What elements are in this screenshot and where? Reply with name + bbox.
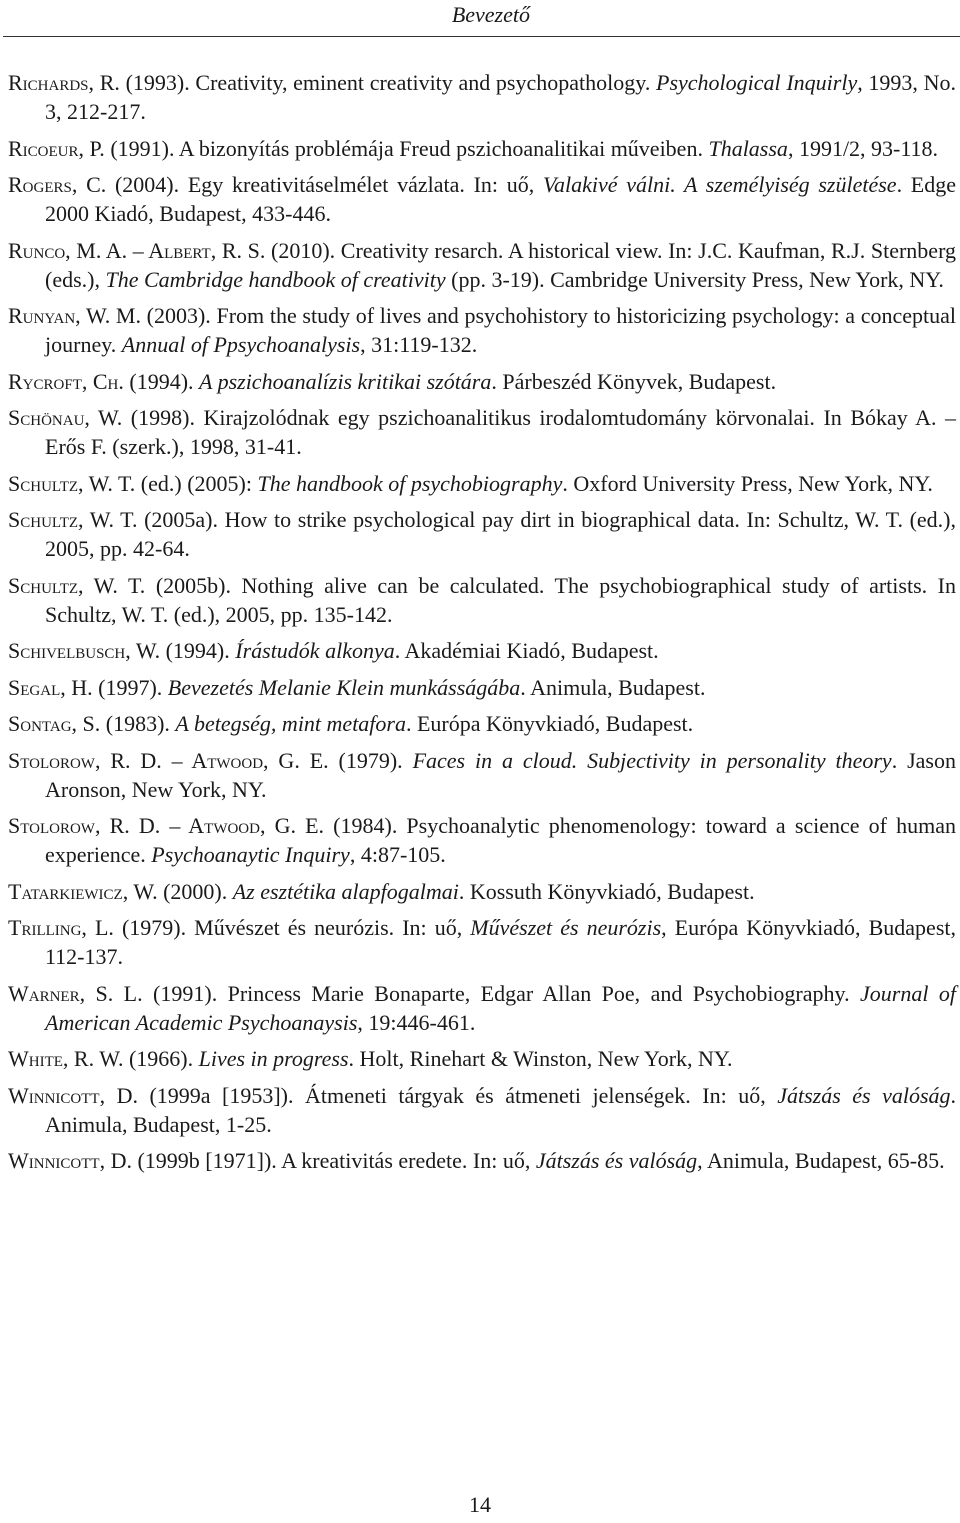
reference-text: , 1991/2, 93-118. bbox=[787, 135, 939, 161]
reference-text: , 1993, No. 3, 212-217. bbox=[45, 70, 956, 124]
reference-author: Sontag, S. bbox=[8, 711, 101, 736]
reference-title-italic: Játszás és valóság bbox=[535, 1148, 698, 1173]
reference-title-italic: Lives in progress bbox=[198, 1046, 349, 1071]
running-title: Bevezető bbox=[451, 2, 530, 27]
reference-entry bbox=[8, 68, 956, 126]
reference-text: (1999b [1971]). A kreativitás eredete. In: uő, bbox=[131, 1148, 536, 1173]
reference-text: (1999a [1953]). Átmeneti tárgyak és átmeneti jelenségek. In: uő, bbox=[137, 1082, 778, 1108]
reference-author: Runyan, W. M. bbox=[8, 303, 141, 328]
reference-text: . Holt, Rinehart & Winston, New York, NY. bbox=[348, 1046, 733, 1071]
page-number: 14 bbox=[469, 1492, 491, 1517]
reference-text: (2010). Creativity resarch. A historical view. In: J.C. Kaufman, R.J. Sternberg (eds.), bbox=[45, 237, 956, 292]
reference-text: (2004). Egy kreativitáselmélet vázlata. In: uő, bbox=[106, 172, 543, 197]
reference-text: (1966). bbox=[123, 1046, 199, 1071]
reference-author: Schultz, W. T. bbox=[8, 572, 146, 598]
reference-text: , Európa Könyvkiadó, Budapest, 112-137. bbox=[45, 915, 956, 969]
reference-text: . Párbeszéd Könyvek, Budapest. bbox=[491, 368, 777, 394]
reference-author: Richards, R. bbox=[8, 70, 120, 95]
reference-title-italic: Művészet és neurózis bbox=[470, 915, 662, 940]
reference-entry bbox=[8, 673, 956, 702]
reference-text: (1994). bbox=[160, 638, 236, 663]
reference-entry bbox=[8, 134, 956, 163]
reference-entry bbox=[8, 571, 956, 629]
reference-author: Schönau, W. bbox=[8, 405, 123, 430]
reference-text: . Oxford University Press, New York, NY. bbox=[562, 470, 933, 496]
reference-author: Runco, M. A. – Albert, R. S. bbox=[8, 237, 266, 263]
reference-entry bbox=[8, 811, 956, 869]
reference-text: (1998). Kirajzolódnak egy pszichoanalitikus irodalomtudomány körvonalai. In Bókay A. – Erős F. (szerk.), 1998, 31-41. bbox=[45, 405, 956, 459]
reference-author: Rogers, C. bbox=[8, 172, 107, 197]
reference-entry bbox=[8, 746, 956, 804]
reference-entry bbox=[8, 1146, 956, 1175]
reference-entry bbox=[8, 301, 956, 359]
reference-title-italic: Thalassa bbox=[708, 135, 788, 161]
reference-author: Stolorow, R. D. – Atwood, G. E. bbox=[8, 747, 329, 773]
reference-author: Rycroft, Ch. bbox=[8, 368, 124, 394]
reference-title-italic: A pszichoanalízis kritikai szótára bbox=[199, 368, 492, 394]
reference-author: Ricoeur, P. bbox=[8, 135, 105, 161]
reference-title-italic: Journal of American Academic Psychoanaysis bbox=[45, 980, 956, 1035]
reference-text: (1994). bbox=[123, 368, 200, 394]
reference-title-italic: A betegség, mint metafora bbox=[175, 711, 406, 736]
reference-author: Stolorow, R. D. – Atwood, G. E. bbox=[8, 813, 325, 838]
reference-entry bbox=[8, 505, 956, 563]
reference-entry bbox=[8, 367, 956, 396]
reference-title-italic: Psychological Inquirly bbox=[656, 70, 858, 95]
reference-title-italic: Játszás és valóság bbox=[777, 1082, 951, 1108]
reference-text: . Európa Könyvkiadó, Budapest. bbox=[405, 711, 694, 736]
reference-author: Trilling, L. bbox=[8, 915, 114, 940]
reference-text: (1979). Művészet és neurózis. In: uő, bbox=[113, 915, 471, 940]
reference-text: , 31:119-132. bbox=[360, 332, 478, 357]
reference-text: (1984). Psychoanalytic phenomenology: toward a science of human experience. bbox=[45, 813, 956, 867]
reference-author: Schultz, W. T. bbox=[8, 470, 136, 496]
header-rule bbox=[3, 36, 960, 37]
reference-entry bbox=[8, 403, 956, 461]
reference-title-italic: Faces in a cloud. Subjectivity in personality theory bbox=[412, 747, 892, 773]
reference-text: (pp. 3-19). Cambridge University Press, New York, NY. bbox=[445, 266, 944, 292]
reference-text: . Jason Aronson, New York, NY. bbox=[45, 747, 956, 802]
reference-author: Winnicott, D. bbox=[8, 1082, 138, 1108]
reference-title-italic: The handbook of psychobiography bbox=[257, 470, 563, 496]
reference-author: Segal, H. bbox=[8, 674, 93, 700]
reference-list bbox=[8, 68, 956, 1183]
running-header bbox=[0, 0, 960, 30]
reference-title-italic: Írástudók alkonya bbox=[235, 638, 395, 663]
reference-text: (2005b). Nothing alive can be calculated. The psychobiographical study of artists. In Schultz, W. T. (ed.), 2005, pp. 135-142. bbox=[45, 572, 956, 627]
reference-text: , 4:87-105. bbox=[349, 842, 446, 867]
reference-title-italic: Valakivé válni. A személyiség születése bbox=[542, 172, 897, 197]
reference-title-italic: Bevezetés Melanie Klein munkásságába bbox=[167, 674, 521, 700]
reference-text: . Animula, Budapest. bbox=[520, 674, 706, 700]
reference-entry bbox=[8, 469, 956, 498]
reference-text: (1991). A bizonyítás problémája Freud pszichoanalitikai műveiben. bbox=[104, 135, 709, 161]
reference-author: Schivelbusch, W. bbox=[8, 638, 161, 663]
reference-text: . Kossuth Könyvkiadó, Budapest. bbox=[458, 878, 755, 904]
reference-text: (2003). From the study of lives and psychohistory to historicizing psychology: a conceptual journey. bbox=[45, 303, 956, 357]
reference-text: (2005a). How to strike psychological pay dirt in biographical data. In: Schultz, W. T. (ed.), 2005, pp. 42-64. bbox=[45, 507, 956, 561]
reference-title-italic: Annual of Ppsychoanalysis bbox=[121, 332, 361, 357]
reference-text: . Animula, Budapest, 1-25. bbox=[45, 1082, 957, 1137]
reference-title-italic: Psychoanaytic Inquiry bbox=[151, 842, 350, 867]
reference-text: (2000). bbox=[157, 878, 233, 904]
reference-text: (1991). Princess Marie Bonaparte, Edgar Allan Poe, and Psychobiography. bbox=[142, 980, 861, 1006]
reference-entry bbox=[8, 636, 956, 665]
reference-text: (1983). bbox=[100, 711, 176, 736]
reference-text: (1993). Creativity, eminent creativity and psychopathology. bbox=[119, 70, 657, 95]
reference-title-italic: Az esztétika alapfogalmai bbox=[232, 878, 459, 904]
reference-title-italic: The Cambridge handbook of creativity bbox=[105, 266, 446, 292]
reference-author: Winnicott, D. bbox=[8, 1148, 132, 1173]
reference-entry bbox=[8, 236, 956, 294]
reference-text: (1979). bbox=[328, 747, 413, 773]
reference-entry bbox=[8, 979, 956, 1037]
reference-entry bbox=[8, 170, 956, 228]
reference-author: White, R. W. bbox=[8, 1046, 124, 1071]
reference-entry bbox=[8, 913, 956, 971]
reference-author: Schultz, W. T. bbox=[8, 507, 138, 532]
reference-author: Tatarkiewicz, W. bbox=[8, 878, 158, 904]
reference-author: Warner, S. L. bbox=[8, 980, 143, 1006]
reference-entry bbox=[8, 709, 956, 738]
reference-entry bbox=[8, 1044, 956, 1073]
reference-text: , Animula, Budapest, 65-85. bbox=[697, 1148, 945, 1173]
reference-text: , 19:446-461. bbox=[357, 1009, 476, 1035]
reference-text: (1997). bbox=[92, 674, 168, 700]
reference-text: . Edge 2000 Kiadó, Budapest, 433-446. bbox=[45, 172, 957, 226]
reference-entry bbox=[8, 1081, 956, 1139]
reference-entry bbox=[8, 877, 956, 906]
reference-text: . Akadémiai Kiadó, Budapest. bbox=[394, 638, 659, 663]
reference-text: (ed.) (2005): bbox=[135, 470, 258, 496]
